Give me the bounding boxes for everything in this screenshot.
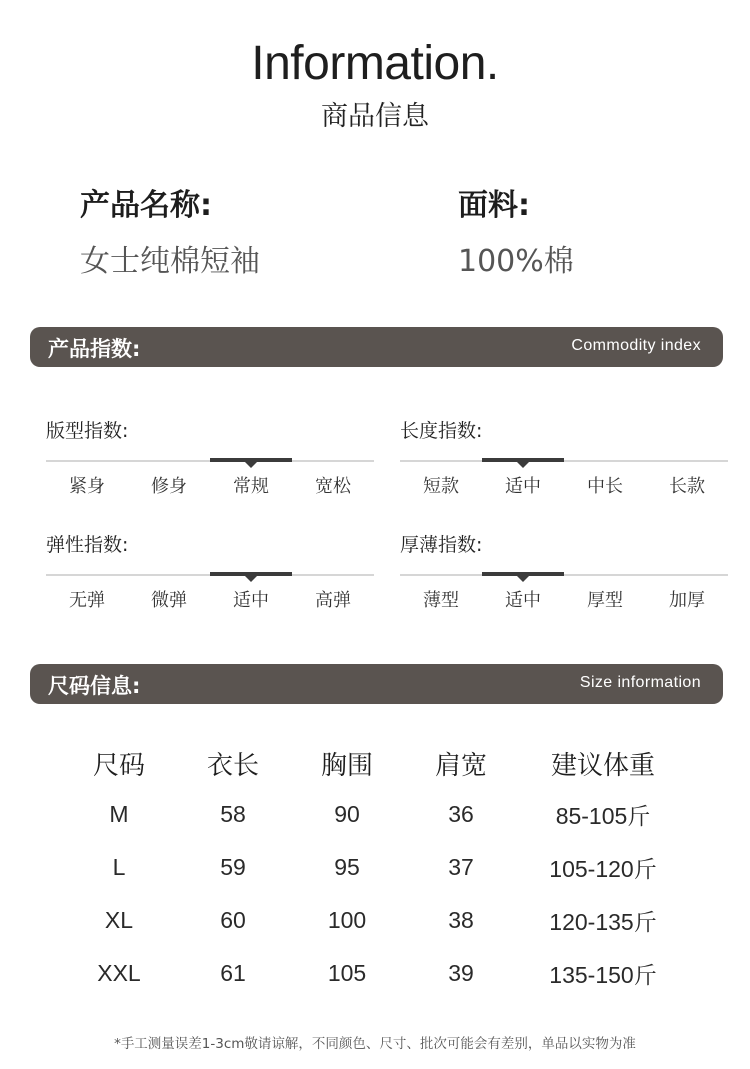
column-header-size: 尺码 [92, 750, 145, 781]
size-cell: XXL [97, 960, 141, 986]
commodity-index-banner-title: 产品指数: [48, 337, 141, 361]
size-table [62, 738, 688, 1000]
length-option: 短款 [423, 476, 459, 497]
column-header-shoulder: 肩宽 [434, 750, 487, 781]
table-row [62, 947, 688, 1000]
chest-cell: 95 [334, 854, 360, 880]
shoulder-cell: 37 [448, 854, 474, 880]
length-index [400, 416, 728, 498]
weight-cell: 105-120斤 [549, 856, 657, 882]
size-info-banner [30, 664, 723, 704]
elasticity-option: 微弹 [151, 590, 187, 611]
chest-cell: 90 [334, 801, 360, 827]
length-cell: 61 [220, 960, 246, 986]
elasticity-index [46, 530, 374, 612]
product-name-value: 女士纯棉短袖 [80, 244, 260, 279]
product-name-label: 产品名称: [80, 188, 212, 223]
weight-cell: 135-150斤 [549, 962, 657, 988]
table-row [62, 894, 688, 947]
elasticity-option: 适中 [233, 590, 269, 611]
measurement-note: *手工测量误差1-3cm敬请谅解，不同颜色、尺寸、批次可能会有差别，单品以实物为准 [114, 1036, 636, 1052]
chest-cell: 100 [327, 907, 367, 933]
fit-option: 常规 [233, 476, 269, 497]
size-table-header-row [62, 738, 688, 788]
page-title: Information. [251, 37, 499, 90]
thickness-option: 加厚 [669, 590, 705, 611]
length-index-track [400, 460, 728, 462]
fit-option: 修身 [151, 476, 187, 497]
length-index-marker [482, 458, 564, 462]
thickness-option: 适中 [505, 590, 541, 611]
weight-cell: 85-105斤 [555, 803, 651, 829]
shoulder-cell: 39 [448, 960, 474, 986]
table-row [62, 841, 688, 894]
thickness-index-title: 厚薄指数: [400, 534, 483, 556]
column-header-length: 衣长 [206, 750, 259, 781]
thickness-index-marker [482, 572, 564, 576]
table-row [62, 788, 688, 841]
size-cell: L [112, 854, 126, 880]
length-index-title: 长度指数: [400, 420, 483, 442]
elasticity-index-title: 弹性指数: [46, 534, 129, 556]
commodity-index-banner [30, 327, 723, 367]
weight-cell: 120-135斤 [549, 909, 657, 935]
column-header-weight: 建议体重 [550, 750, 655, 781]
thickness-option: 厚型 [587, 590, 623, 611]
fit-index-marker [210, 458, 292, 462]
chest-cell: 105 [327, 960, 367, 986]
shoulder-cell: 38 [448, 907, 474, 933]
page-subtitle: 商品信息 [321, 101, 429, 132]
shoulder-cell: 36 [448, 801, 474, 827]
elasticity-index-marker [210, 572, 292, 576]
thickness-index [400, 530, 728, 612]
fit-option: 紧身 [69, 476, 105, 497]
fit-index-track [46, 460, 374, 462]
size-cell: XL [104, 907, 134, 933]
fabric-value: 100%棉 [458, 244, 574, 279]
length-option: 长款 [669, 476, 705, 497]
fabric-label: 面料: [458, 188, 530, 223]
length-option: 适中 [505, 476, 541, 497]
fit-index-title: 版型指数: [46, 420, 129, 442]
commodity-index-banner-subtitle: Commodity index [571, 337, 701, 354]
length-cell: 59 [220, 854, 246, 880]
elasticity-option: 无弹 [69, 590, 105, 611]
fit-option: 宽松 [315, 476, 351, 497]
length-cell: 60 [220, 907, 246, 933]
fit-index [46, 416, 374, 498]
thickness-index-track [400, 574, 728, 576]
size-info-banner-subtitle: Size information [579, 674, 701, 691]
length-cell: 58 [220, 801, 246, 827]
size-info-banner-title: 尺码信息: [48, 674, 141, 698]
length-option: 中长 [587, 476, 623, 497]
thickness-option: 薄型 [423, 590, 459, 611]
size-cell: M [109, 801, 129, 827]
elasticity-index-track [46, 574, 374, 576]
elasticity-option: 高弹 [315, 590, 351, 611]
column-header-chest: 胸围 [320, 750, 373, 781]
